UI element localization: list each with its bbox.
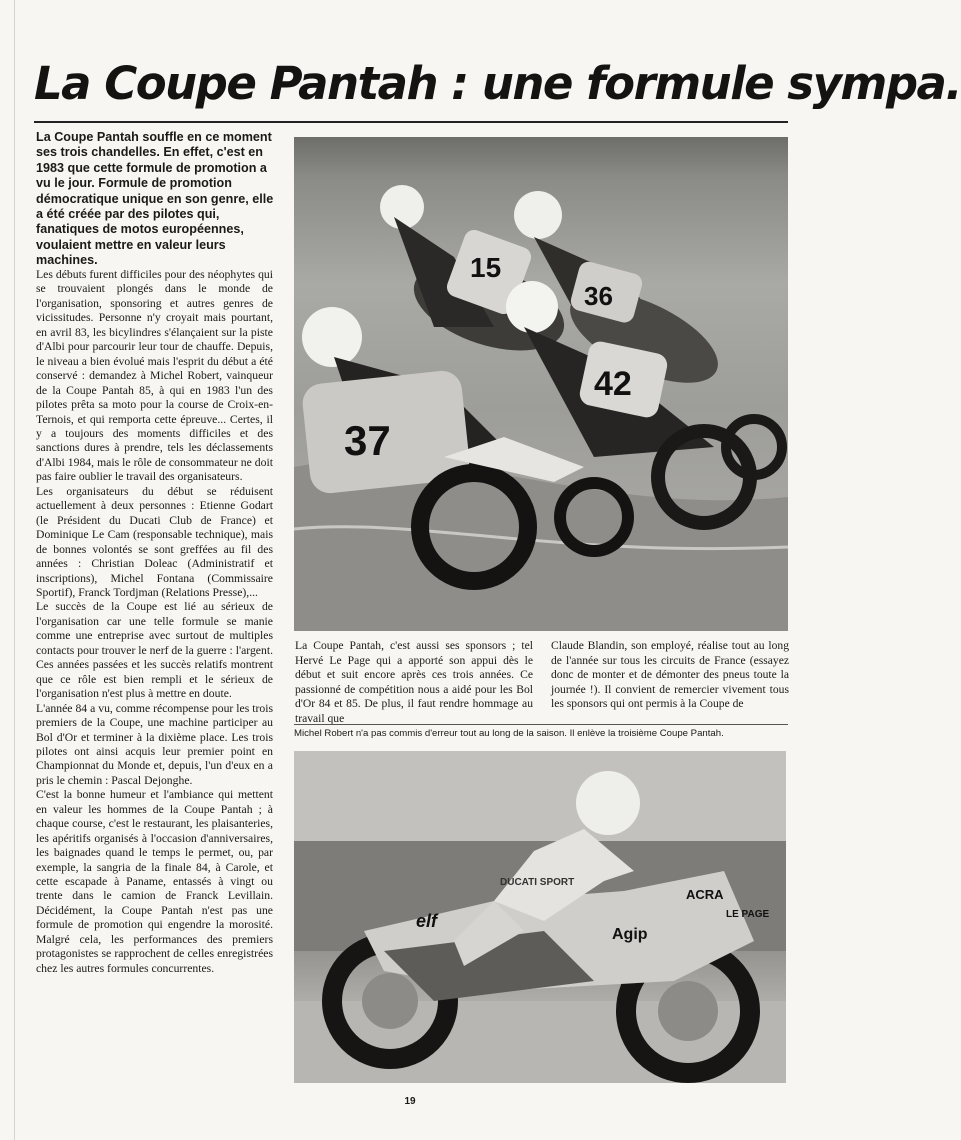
jacket-text: DUCATI SPORT: [500, 877, 575, 888]
sponsor-label: Agip: [612, 926, 648, 943]
body-paragraph: Le succès de la Coupe est lié au sérieux de l'organisation car une telle formule se manie comme une entreprise avec surtout de multiples contacts pour trouver le nerf de la guerre : l'argent. Ces années passées et les succès relatifs montrent que ce rôle est bien rempli et le sérieux de l'organisation n'est plus à mettre en doute.: [36, 600, 273, 701]
body-paragraph: Les débuts furent difficiles pour des néophytes qui se trouvaient plongés dans le monde de l'organisation, sponsoring et autres genres de vicissitudes. Personne n'y croyait mais pourtant, en avril 83, les bicylindres s'élançaient sur la piste d'Albi pour parcourir leur tour de chauffe. Depuis, le niveau a bien évolué mais l'esprit du début a été conservé : demandez à Michel Robert, vainqueur de la Coupe Pantah 85, à qui en 1983 l'un des pilotes prêta sa moto pour la course de Croix-en-Ternois, et qui remporta cette épreuve... Certes, il y a toujours des moments difficiles et des sanctions dures à prendre, tels les déclassements d'Albi 1984, mais le rôle de consommateur ne doit pas faire oublier le travail des organisateurs.: [36, 268, 273, 484]
bike-number: 36: [584, 281, 613, 311]
bike-number: 15: [470, 252, 502, 283]
title-rule: [34, 121, 788, 123]
sponsor-label: ACRA: [686, 887, 724, 902]
michel-robert-photo: [294, 751, 786, 1083]
article-title: La Coupe Pantah : une formule sympa.: [34, 57, 961, 110]
background-sky: [294, 751, 786, 841]
bike-number: 37: [344, 417, 391, 464]
sponsor-text-left: La Coupe Pantah, c'est aussi ses sponsors ; tel Hervé Le Page qui a apporté son appui dès le début et suit encore après ces trois années. Ce passionné de compétition nous a aidé pour les Bol d'Or 84 et 85. De plus, il faut rendre hommage au travail que: [295, 639, 533, 725]
sponsor-text-right: Claude Blandin, son employé, réalise tout au long de l'année sur tous les circuits de France (essayez donc de monter et de démonter des pneus toute la journée !). Il convient de remercier vivement tous les sponsors qui ont permis à la Coupe de: [551, 639, 789, 710]
sponsor-label: elf: [416, 911, 438, 931]
page-edge: [14, 0, 15, 1140]
article-body: [36, 268, 273, 976]
sponsor-label: LE PAGE: [726, 909, 770, 920]
body-paragraph: C'est la bonne humeur et l'ambiance qui mettent en valeur les hommes de la Coupe Pantah ; à chaque course, c'est le restaurant, les plaisanteries, les apéritifs organisés à l'occasion d'anniversaires, les baignades quand le temps le permet, ou, par exemple, la sangria de la finale 84, à Carole, et cette escapade à Paname, entassés à vingt ou trente dans le camion de Franck Levillain. Décidément, la Coupe Pantah n'est pas une formule de promotion qui engendre la morosité. Malgré cela, les performances des premiers protagonistes se rapprochent de celles enregistrées chez les autres formules concurrentes.: [36, 788, 273, 975]
article-intro: La Coupe Pantah souffle en ce moment ses trois chandelles. En effet, c'est en 1983 que cette formule de promotion a vu le jour. Formule de promotion démocratique unique en son genre, elle a été créée par des pilotes qui, fanatiques de motos européennes, voulaient mettre en valeur leurs machines.: [36, 130, 274, 268]
body-paragraph: L'année 84 a vu, comme récompense pour les trois premiers de la Coupe, une machine participer au Bol d'Or et terminer à la dixième place. Les trois pilotes ont ainsi acquis leur premier point en Championnat du Monde et, depuis, l'un d'eux en a pris le chemin : Pascal Dejonghe.: [36, 701, 273, 787]
body-paragraph: Les organisateurs du début se réduisent actuellement à deux personnes : Etienne Godart (le Président du Ducati Club de France) et Dominique Le Cam (responsable technique), mais de bonnes volontés se sont greffées au fil des années : Christian Doleac (Administratif et inscriptions), Michel Fontana (Commissaire Sportif), Franck Tordjman (Relations Presse),...: [36, 484, 273, 599]
page-number: 19: [404, 1096, 416, 1107]
caption-rule: [294, 724, 788, 725]
bike-number: 42: [594, 365, 632, 403]
photo-caption: Michel Robert n'a pas commis d'erreur tout au long de la saison. Il enlève la troisième Coupe Pantah.: [294, 728, 724, 739]
race-group-photo: [294, 137, 788, 631]
